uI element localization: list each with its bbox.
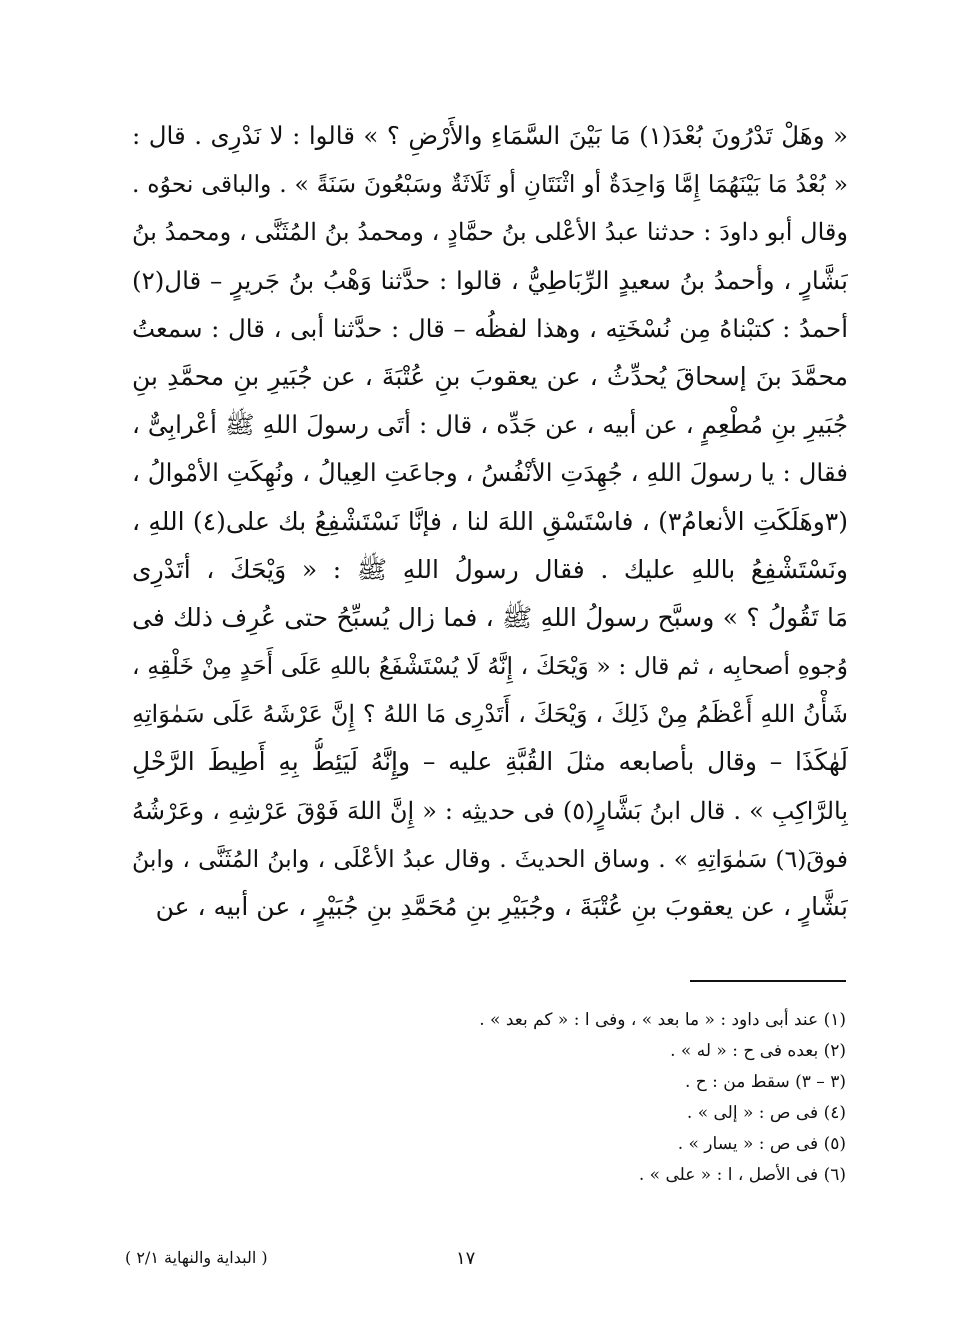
footnote: (٥) فى ص : « يسار » . — [677, 1134, 846, 1154]
main-text — [132, 112, 848, 931]
footnote: (٤) فى ص : « إلى » . — [686, 1103, 846, 1123]
text-line: « وهَلْ تَدْرُونَ بُعْدَ(١) مَا بَيْنَ السَّمَاءِ والأَرْضِ ؟ » قالوا : لا نَدْرِى . قال : — [132, 121, 848, 150]
text-line: محمَّدَ بنَ إسحاقَ يُحدِّثُ ، عن يعقوبَ بنِ عُتْبَةَ ، عن جُبَيرِ بنِ محمَّدِ بنِ — [132, 361, 848, 391]
running-footer-title: ( البداية والنهاية ٢/١ ) — [125, 1248, 268, 1267]
text-line: بَشَّارٍ ، وأحمدُ بنُ سعيدٍ الرِّبَاطِيُّ ، قالوا : حدَّثنا وَهْبُ بنُ جَريرٍ – قال(٢) — [132, 265, 848, 295]
text-line: وُجوهِ أصحابِه ، ثم قال : « وَيْحَكَ ، إِنَّهُ لَا يُسْتَشْفَعُ باللهِ عَلَى أَحَدٍ مِنْ خَلْقِهِ ، — [132, 652, 848, 681]
footnote: (١) عند أبى داود : « ما بعد » ، وفى ا : « كم بعد » . — [479, 1010, 846, 1030]
text-line: بِالرَّاكِبِ » . قال ابنُ بَشَّارٍ(٥) فى حديثِه : « إِنَّ اللهَ فَوْقَ عَرْشِهِ ، وعَرْشُهُ — [132, 796, 848, 825]
text-line: أحمدُ : كتبْناهُ مِن نُسْخَتِه ، وهذا لفظُه – قال : حدَّثنا أبى ، قال : سمعتُ — [132, 313, 848, 343]
footnote: (٣ – ٣) سقط من : ح . — [684, 1072, 846, 1092]
text-line: بَشَّارٍ ، عن يعقوبَ بنِ عُتْبَةَ ، وجُبَيْرِ بنِ مُحَمَّدِ بنِ جُبَيْرٍ ، عن أبيه ، عن — [155, 892, 848, 921]
text-line: وقال أبو داودَ : حدثنا عبدُ الأعْلى بنُ حمَّادٍ ، ومحمدُ بنُ المُثَنَّى ، ومحمدُ بنُ — [132, 218, 848, 247]
text-line: شَأْنُ اللهِ أَعْظَمُ مِنْ ذَلِكَ ، وَيْحَكَ ، أَتَدْرِى مَا اللهُ ؟ إِنَّ عَرْشَهُ عَلَى سَمٰوَاتِهِ — [132, 700, 848, 729]
text-line: جُبَيرِ بنِ مُطْعِمٍ ، عن أبيه ، عن جَدِّه ، قال : أتَى رسولَ اللهِ ﷺ أعْرابِىٌّ ، — [132, 410, 848, 440]
footnote: (٦) فى الأصل ، ا : « على » . — [638, 1165, 846, 1185]
footnote: (٢) بعده فى ح : « له » . — [670, 1041, 846, 1061]
text-line: لَهٰكَذَا – وقال بأصابعه مثلَ القُبَّةِ عليه – وإِنَّهُ لَيَئِطُّ بِهِ أَطِيطَ الرَّحْلِ — [132, 747, 848, 777]
footnotes — [286, 1005, 846, 1191]
footnote-separator — [690, 980, 846, 982]
page-number: ١٧ — [456, 1248, 476, 1269]
text-line: « بُعْدُ مَا بَيْنَهُمَا إِمَّا وَاحِدَةٌ أو اثْنَتَانِ أو ثَلَاثَةٌ وسَبْعُونَ سَنَةً » . والباقى نحوُه . — [132, 170, 848, 199]
text-line: مَا تَقُولُ ؟ » وسبَّح رسولُ اللهِ ﷺ ، فما زال يُسبِّحُ حتى عُرِف ذلك فى — [132, 602, 848, 632]
text-line: فقال : يا رسولَ اللهِ ، جُهِدَتِ الأنْفُسُ ، وجاعَتِ العِيالُ ، ونُهِكَتِ الأمْوالُ ، — [132, 458, 848, 488]
text-line: (٣وهَلَكَتِ الأنعامُ٣) ، فاسْتَسْقِ اللهَ لنا ، فإنَّا نَسْتَشْفِعُ بك على(٤) اللهِ ، — [132, 506, 848, 536]
text-line: فوقَ(٦) سَمٰوَاتِهِ » . وساق الحديثَ . وقال عبدُ الأعْلَى ، وابنُ المُثَنَّى ، وابنُ — [132, 844, 848, 873]
text-line: ونَسْتَشْفِعُ باللهِ عليك . فقال رسولُ اللهِ ﷺ : « وَيْحَكَ ، أتَدْرِى — [132, 554, 848, 584]
